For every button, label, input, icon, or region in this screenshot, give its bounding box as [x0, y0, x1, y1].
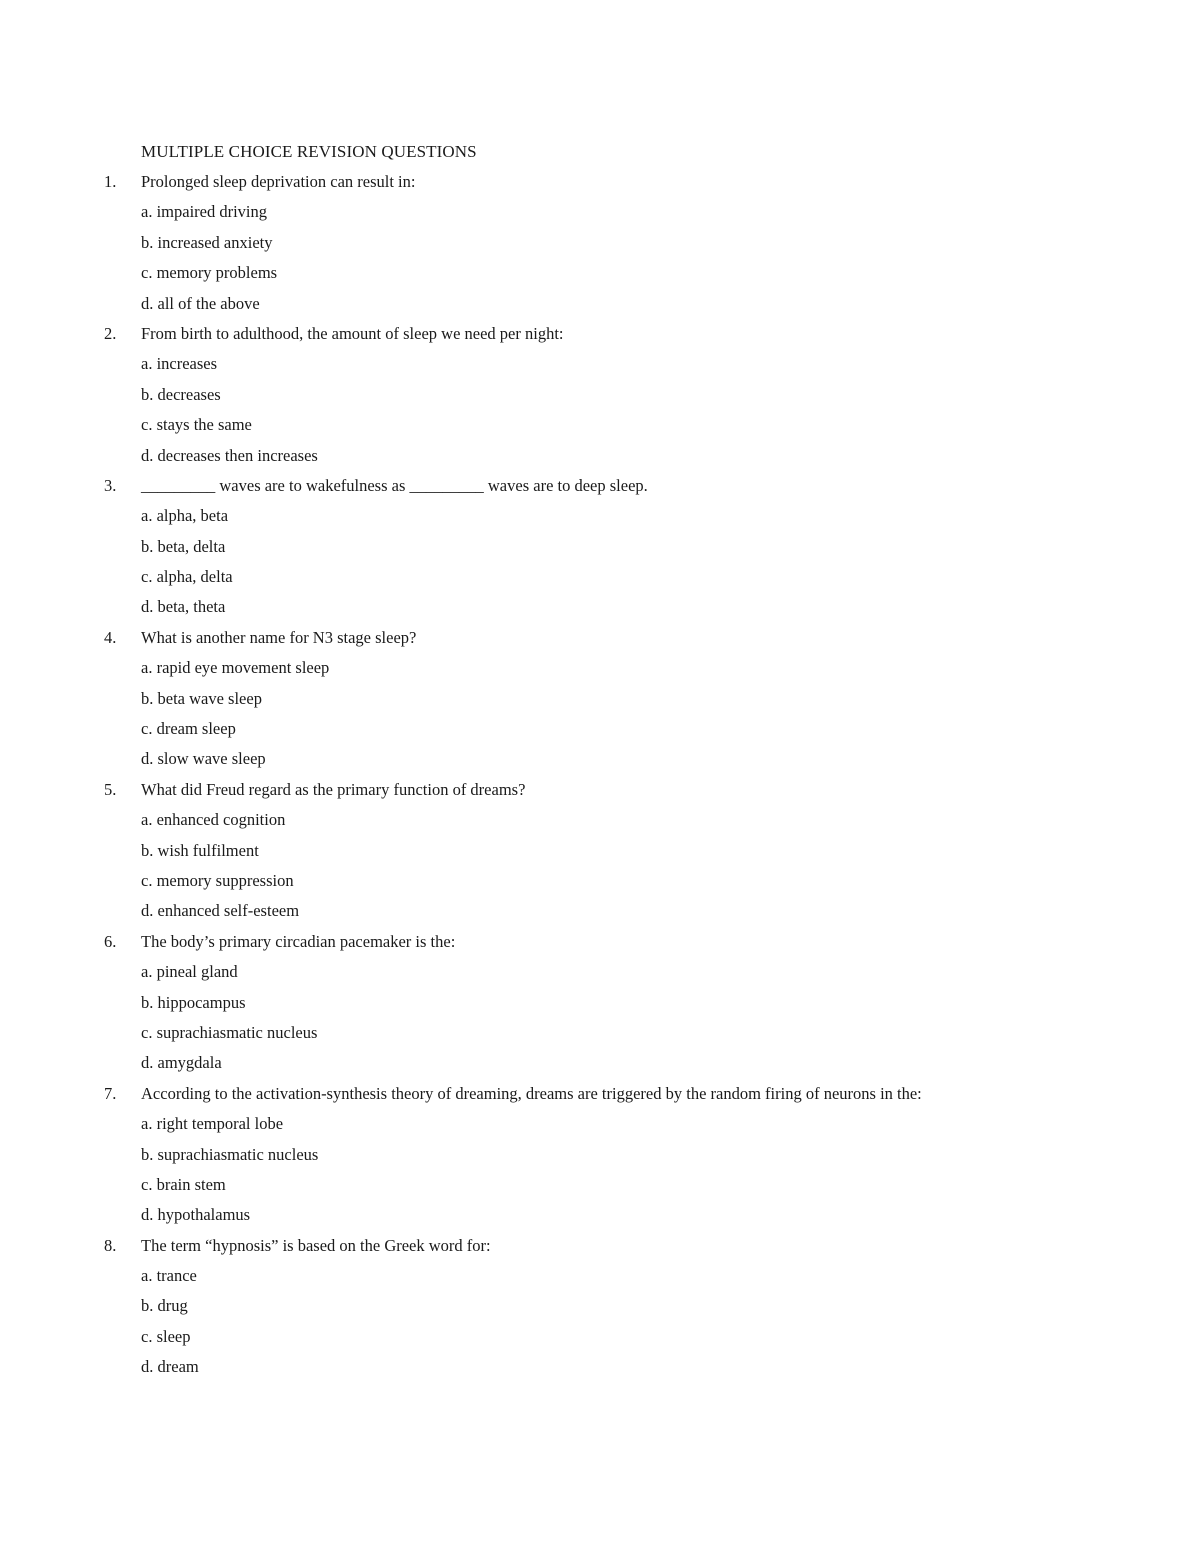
answer-option — [0, 413, 1200, 443]
question-text: The term “hypnosis” is based on the Greek word for: — [141, 1235, 491, 1255]
answer-option-text: d. dream — [141, 1357, 199, 1377]
answer-option-text: c. dream sleep — [141, 719, 236, 739]
answer-option — [0, 687, 1200, 717]
answer-option — [0, 656, 1200, 686]
question-line — [0, 1234, 1200, 1264]
answer-option-text: d. slow wave sleep — [141, 749, 266, 769]
answer-option-text: c. alpha, delta — [141, 567, 233, 587]
answer-option-text: c. memory problems — [141, 263, 278, 283]
question-list — [0, 170, 1200, 1386]
question-number: 8. — [104, 1235, 117, 1255]
answer-option — [0, 261, 1200, 291]
answer-option-text: d. amygdala — [141, 1053, 222, 1073]
answer-option-text: d. decreases then increases — [141, 445, 318, 465]
question-line — [0, 1082, 1200, 1112]
question-line — [0, 778, 1200, 808]
answer-option-text: d. hypothalamus — [141, 1205, 251, 1225]
question-line — [0, 930, 1200, 960]
question-number: 6. — [104, 931, 117, 951]
answer-option-text: c. memory suppression — [141, 870, 294, 890]
question-8 — [0, 1234, 1200, 1386]
question-number: 3. — [104, 475, 117, 495]
answer-option-text: c. sleep — [141, 1326, 191, 1346]
answer-option — [0, 1173, 1200, 1203]
document-title: MULTIPLE CHOICE REVISION QUESTIONS — [141, 142, 477, 161]
answer-option — [0, 1294, 1200, 1324]
answer-option — [0, 808, 1200, 838]
answer-option-text: d. all of the above — [141, 293, 260, 313]
answer-option-text: a. rapid eye movement sleep — [141, 658, 330, 678]
question-line — [0, 474, 1200, 504]
answer-option — [0, 839, 1200, 869]
question-text: What is another name for N3 stage sleep? — [141, 627, 417, 647]
question-7 — [0, 1082, 1200, 1234]
answer-option — [0, 1143, 1200, 1173]
answer-option — [0, 231, 1200, 261]
question-number: 7. — [104, 1083, 117, 1103]
answer-option-text: c. suprachiasmatic nucleus — [141, 1022, 318, 1042]
answer-option-text: d. enhanced self-esteem — [141, 901, 300, 921]
answer-option-text: c. brain stem — [141, 1174, 226, 1194]
question-line — [0, 322, 1200, 352]
question-text: The body’s primary circadian pacemaker is the: — [141, 931, 456, 951]
answer-option — [0, 200, 1200, 230]
answer-option — [0, 565, 1200, 595]
answer-option-text: b. wish fulfilment — [141, 840, 259, 860]
answer-option — [0, 1112, 1200, 1142]
answer-option-text: a. trance — [141, 1266, 197, 1286]
question-5 — [0, 778, 1200, 930]
answer-option — [0, 717, 1200, 747]
question-2 — [0, 322, 1200, 474]
question-4 — [0, 626, 1200, 778]
answer-option-text: a. right temporal lobe — [141, 1114, 284, 1134]
answer-option-text: b. beta wave sleep — [141, 688, 262, 708]
answer-option — [0, 595, 1200, 625]
answer-option — [0, 1355, 1200, 1385]
answer-option-text: b. hippocampus — [141, 992, 246, 1012]
question-line — [0, 170, 1200, 200]
answer-option — [0, 899, 1200, 929]
question-text: From birth to adulthood, the amount of sleep we need per night: — [141, 323, 564, 343]
answer-option-text: b. decreases — [141, 384, 221, 404]
answer-option — [0, 383, 1200, 413]
question-text: According to the activation-synthesis theory of dreaming, dreams are triggered by the random firing of neurons in the: — [141, 1083, 922, 1103]
answer-option — [0, 352, 1200, 382]
answer-option-text: b. beta, delta — [141, 536, 226, 556]
question-number: 4. — [104, 627, 117, 647]
answer-option — [0, 1203, 1200, 1233]
question-line — [0, 626, 1200, 656]
answer-option — [0, 1325, 1200, 1355]
answer-option — [0, 1021, 1200, 1051]
question-text: Prolonged sleep deprivation can result in: — [141, 172, 416, 191]
question-number: 2. — [104, 323, 117, 343]
answer-option — [0, 991, 1200, 1021]
answer-option-text: b. drug — [141, 1296, 188, 1316]
answer-option-text: a. pineal gland — [141, 962, 238, 982]
answer-option-text: a. impaired driving — [141, 202, 268, 222]
answer-option-text: d. beta, theta — [141, 597, 226, 617]
answer-option — [0, 1051, 1200, 1081]
question-text: What did Freud regard as the primary function of dreams? — [141, 779, 526, 799]
answer-option — [0, 504, 1200, 534]
question-1 — [0, 170, 1200, 322]
question-6 — [0, 930, 1200, 1082]
answer-option — [0, 535, 1200, 565]
answer-option-text: b. increased anxiety — [141, 232, 273, 252]
answer-option — [0, 869, 1200, 899]
answer-option-text: b. suprachiasmatic nucleus — [141, 1144, 319, 1164]
answer-option — [0, 747, 1200, 777]
answer-option-text: a. alpha, beta — [141, 506, 229, 526]
question-text: _________ waves are to wakefulness as _________ waves are to deep sleep. — [141, 475, 648, 495]
answer-option — [0, 444, 1200, 474]
answer-option — [0, 292, 1200, 322]
question-number: 5. — [104, 779, 117, 799]
answer-option-text: a. increases — [141, 354, 218, 374]
answer-option — [0, 960, 1200, 990]
question-number: 1. — [104, 172, 117, 191]
answer-option — [0, 1264, 1200, 1294]
answer-option-text: a. enhanced cognition — [141, 810, 286, 830]
question-3 — [0, 474, 1200, 626]
answer-option-text: c. stays the same — [141, 415, 252, 435]
